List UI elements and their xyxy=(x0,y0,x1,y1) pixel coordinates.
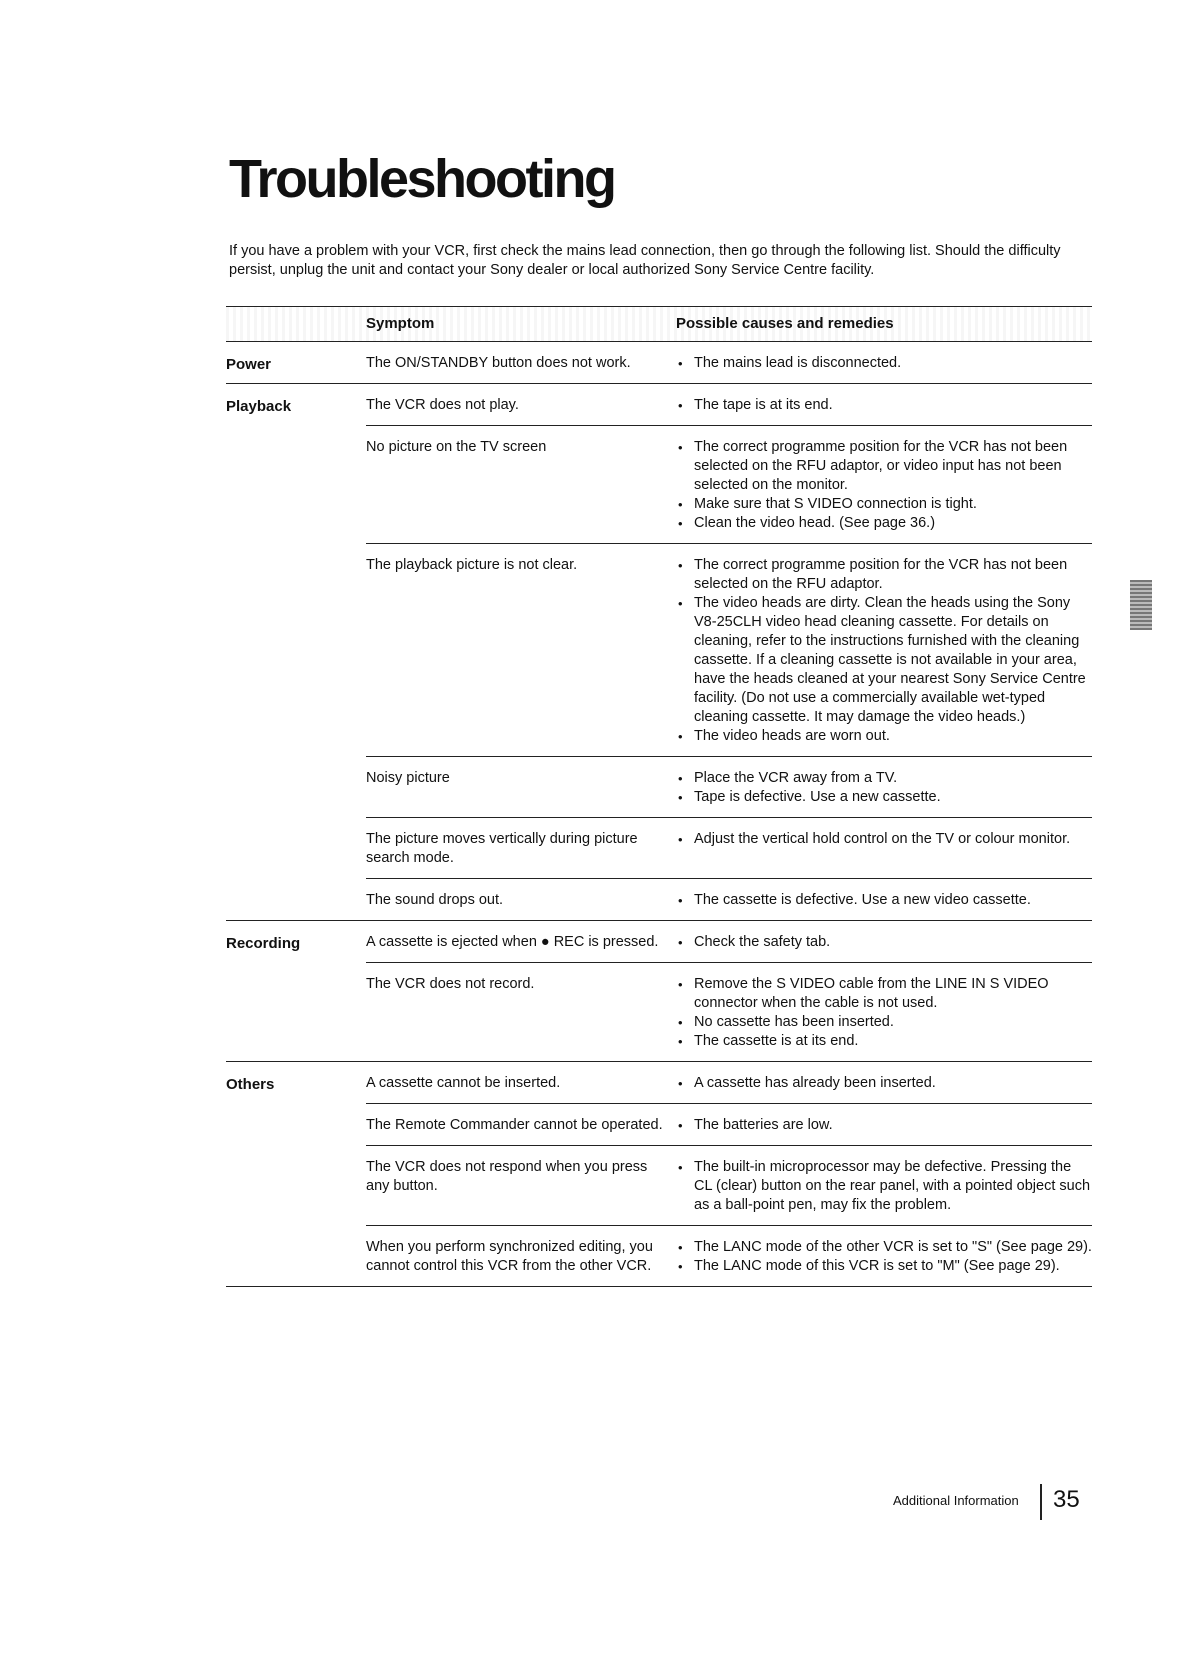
table-row xyxy=(366,921,1092,962)
cause-item: • The built-in microprocessor may be defective. Pressing the CL (clear) button on the rear panel, with a pointed object such as a ball-point pen, may fix the problem. xyxy=(676,1158,1092,1215)
table-section xyxy=(226,342,1092,384)
symptom-text: The ON/STANDBY button does not work. xyxy=(366,355,631,371)
table-row xyxy=(366,1225,1092,1286)
table-row xyxy=(366,817,1092,878)
category-label: Recording xyxy=(226,935,301,952)
symptom-text: The Remote Commander cannot be operated. xyxy=(366,1117,663,1133)
cause-item: • The correct programme position for the VCR has not been selected on the RFU adaptor. xyxy=(676,556,1092,594)
section-tab-marker xyxy=(1130,580,1152,630)
symptom-text: Noisy picture xyxy=(366,770,450,786)
cause-item: • The cassette is defective. Use a new video cassette. xyxy=(676,891,1092,910)
cause-item: • The correct programme position for the VCR has not been selected on the RFU adaptor, or video input has not been selected on the monitor. xyxy=(676,438,1092,495)
cause-item: • The video heads are dirty. Clean the heads using the Sony V8-25CLH video head cleaning cassette. For details on cleaning, refer to the instructions furnished with the cleaning cassette. If a cleaning cassette is not available in your area, have the heads cleaned at your nearest Sony Service Centre facility. (Do not use a commercially available wet-typed cleaning cassette. It may damage the video heads.) xyxy=(676,594,1092,727)
cause-item: • The batteries are low. xyxy=(676,1116,1092,1135)
footer-section-label: Additional Information xyxy=(893,1493,1019,1508)
table-header xyxy=(226,306,1092,342)
causes-list xyxy=(676,396,1092,415)
cause-item: • The video heads are worn out. xyxy=(676,727,1092,746)
causes-list xyxy=(676,975,1092,1051)
cause-item: • The tape is at its end. xyxy=(676,396,1092,415)
causes-list xyxy=(676,438,1092,533)
symptom-text: The VCR does not play. xyxy=(366,397,519,413)
causes-list xyxy=(676,1116,1092,1135)
symptom-text: When you perform synchronized editing, you cannot control this VCR from the other VCR. xyxy=(366,1239,653,1274)
symptom-text: The playback picture is not clear. xyxy=(366,557,578,573)
table-section xyxy=(226,384,1092,921)
symptom-text: The VCR does not respond when you press any button. xyxy=(366,1159,648,1194)
cause-item: • No cassette has been inserted. xyxy=(676,1013,1092,1032)
table-row xyxy=(366,384,1092,425)
symptom-text: The sound drops out. xyxy=(366,892,504,908)
header-causes: Possible causes and remedies xyxy=(676,315,894,332)
footer-divider xyxy=(1040,1484,1042,1520)
category-label: Playback xyxy=(226,398,292,415)
cause-item: • The mains lead is disconnected. xyxy=(676,354,1092,373)
symptom-text: A cassette cannot be inserted. xyxy=(366,1075,561,1091)
category-label: Others xyxy=(226,1076,275,1093)
table-row xyxy=(366,1145,1092,1225)
page-title: Troubleshooting xyxy=(229,149,615,209)
cause-item: • A cassette has already been inserted. xyxy=(676,1074,1092,1093)
category-label: Power xyxy=(226,356,272,373)
symptom-text: No picture on the TV screen xyxy=(366,439,547,455)
causes-list xyxy=(676,1238,1092,1276)
symptom-text: The picture moves vertically during picture search mode. xyxy=(366,831,638,866)
causes-list xyxy=(676,769,1092,807)
causes-list xyxy=(676,354,1092,373)
cause-item: • Check the safety tab. xyxy=(676,933,1092,952)
cause-item: • Make sure that S VIDEO connection is tight. xyxy=(676,495,1092,514)
cause-item: • Adjust the vertical hold control on the TV or colour monitor. xyxy=(676,830,1092,849)
causes-list xyxy=(676,1074,1092,1093)
table-row xyxy=(366,1103,1092,1145)
table-row xyxy=(366,1062,1092,1103)
intro-paragraph: If you have a problem with your VCR, first check the mains lead connection, then go through the following list. Should the difficulty persist, unplug the unit and contact your Sony dealer or local authorized Sony Service Centre facility. xyxy=(229,243,1061,278)
causes-list xyxy=(676,1158,1092,1215)
page-number: 35 xyxy=(1053,1486,1080,1513)
causes-list xyxy=(676,891,1092,910)
troubleshooting-table xyxy=(226,306,1092,1287)
table-section xyxy=(226,1062,1092,1287)
table-row xyxy=(366,543,1092,756)
causes-list xyxy=(676,556,1092,746)
cause-item: • Clean the video head. (See page 36.) xyxy=(676,514,1092,533)
table-row xyxy=(366,878,1092,920)
symptom-text: A cassette is ejected when ● REC is pressed. xyxy=(366,934,659,950)
header-symptom: Symptom xyxy=(366,315,435,332)
table-section xyxy=(226,921,1092,1062)
table-row xyxy=(366,756,1092,817)
cause-item: • The LANC mode of the other VCR is set to "S" (See page 29). xyxy=(676,1238,1092,1257)
cause-item: • The cassette is at its end. xyxy=(676,1032,1092,1051)
cause-item: • Tape is defective. Use a new cassette. xyxy=(676,788,1092,807)
cause-item: • Remove the S VIDEO cable from the LINE IN S VIDEO connector when the cable is not used. xyxy=(676,975,1092,1013)
cause-item: • Place the VCR away from a TV. xyxy=(676,769,1092,788)
symptom-text: The VCR does not record. xyxy=(366,976,535,992)
causes-list xyxy=(676,933,1092,952)
causes-list xyxy=(676,830,1092,868)
table-row xyxy=(366,962,1092,1061)
cause-item: • The LANC mode of this VCR is set to "M" (See page 29). xyxy=(676,1257,1092,1276)
table-row xyxy=(366,425,1092,543)
table-body xyxy=(226,342,1092,1287)
table-row xyxy=(366,342,1092,383)
